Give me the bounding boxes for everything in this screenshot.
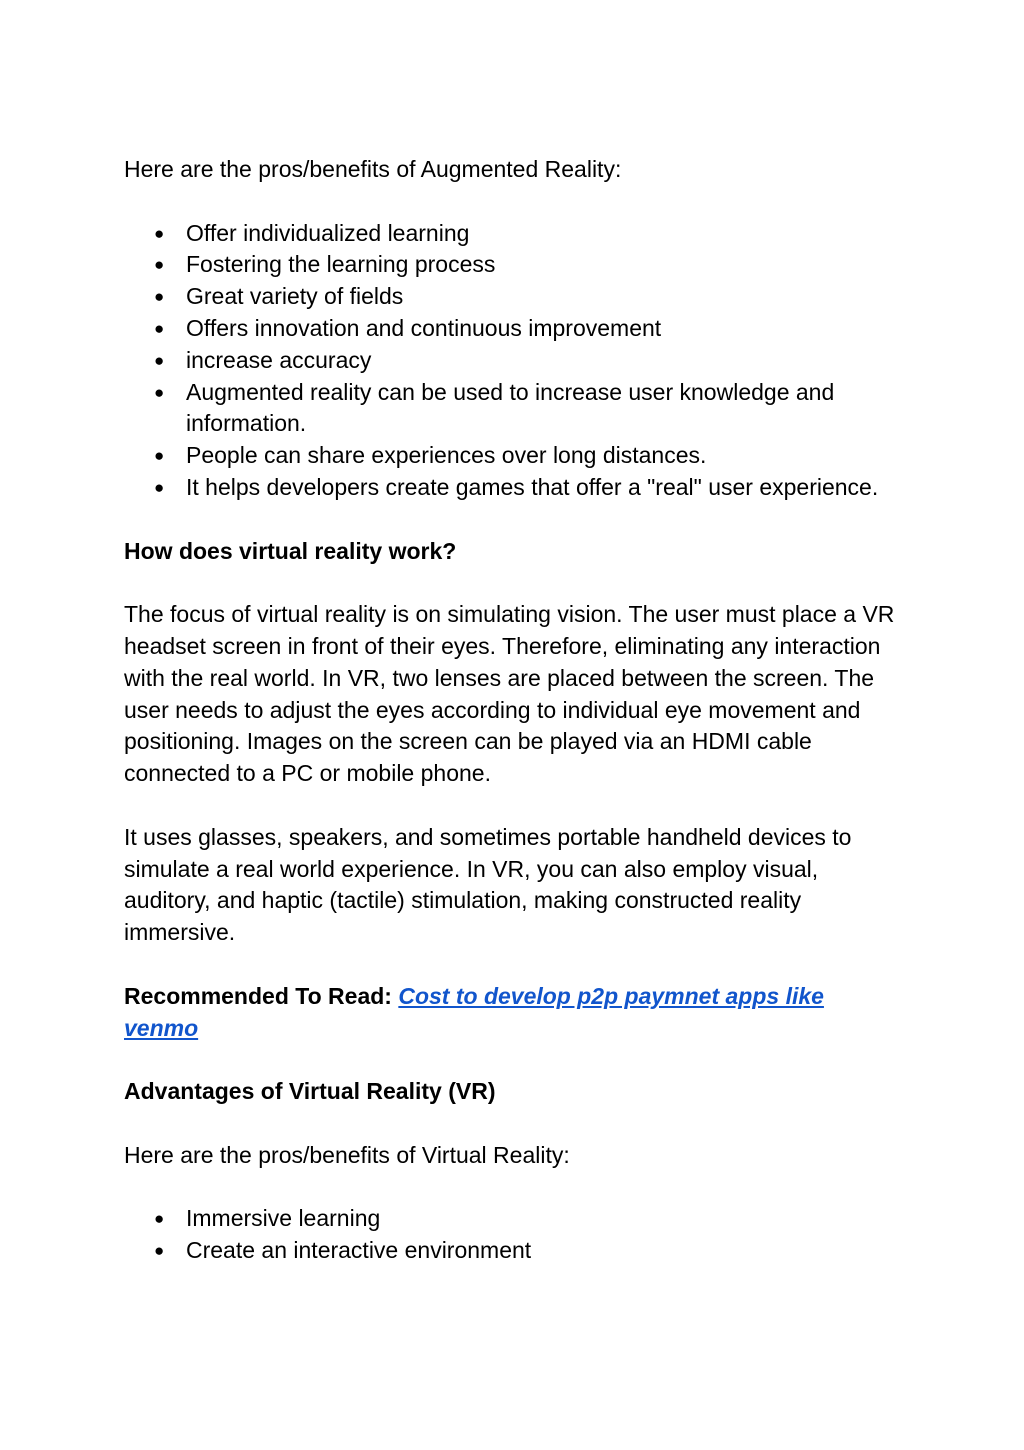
document-page xyxy=(124,154,904,1299)
vr-advantages-heading: Advantages of Virtual Reality (VR) xyxy=(124,1078,496,1105)
bullet-icon: ● xyxy=(154,1209,165,1229)
list-item-text: Fostering the learning process xyxy=(186,251,496,278)
list-item-text: People can share experiences over long distances. xyxy=(186,442,707,469)
bullet-icon: ● xyxy=(154,446,165,466)
ar-intro-text: Here are the pros/benefits of Augmented Reality: xyxy=(124,156,622,182)
list-item xyxy=(124,249,904,281)
recommended-label: Recommended To Read: xyxy=(124,982,399,1009)
ar-benefits-list xyxy=(124,218,904,504)
list-item-text: Augmented reality can be used to increase user knowledge and information. xyxy=(186,378,835,437)
vr-work-paragraph: The focus of virtual reality is on simulating vision. The user must place a VR headset screen in front of their eyes. Therefore, eliminating any interaction with the real world. In VR, two lenses are placed between the screen. The user needs to adjust the eyes according to individual eye movement and positioning. Images on the screen can be played via an HDMI cable connected to a PC or mobile phone. xyxy=(124,601,895,787)
list-item xyxy=(124,472,904,504)
recommended-link[interactable]: Cost to develop p2p paymnet apps like venmo xyxy=(124,982,824,1041)
bullet-icon: ● xyxy=(154,382,165,402)
recommended-to-read xyxy=(124,981,904,1045)
bullet-icon: ● xyxy=(154,1241,165,1261)
vr-work-heading: How does virtual reality work? xyxy=(124,537,457,564)
list-item-text: Create an interactive environment xyxy=(186,1237,532,1264)
list-item-text: Immersive learning xyxy=(186,1205,381,1232)
bullet-icon: ● xyxy=(154,255,165,275)
list-item xyxy=(124,345,904,377)
list-item xyxy=(124,1235,904,1267)
list-item xyxy=(124,313,904,345)
list-item xyxy=(124,377,904,441)
list-item-text: increase accuracy xyxy=(186,346,372,373)
list-item xyxy=(124,1203,904,1235)
list-item xyxy=(124,281,904,313)
list-item-text: Offer individualized learning xyxy=(186,219,470,246)
vr-work-paragraph: It uses glasses, speakers, and sometimes portable handheld devices to simulate a real world experience. In VR, you can also employ visual, auditory, and haptic (tactile) stimulation, making constructed reality immersive. xyxy=(124,823,852,946)
bullet-icon: ● xyxy=(154,223,165,243)
list-item-text: It helps developers create games that offer a "real" user experience. xyxy=(186,473,879,500)
vr-intro-text: Here are the pros/benefits of Virtual Reality: xyxy=(124,1141,570,1168)
list-item xyxy=(124,440,904,472)
bullet-icon: ● xyxy=(154,477,165,497)
bullet-icon: ● xyxy=(154,287,165,307)
list-item xyxy=(124,218,904,250)
list-item-text: Great variety of fields xyxy=(186,283,404,310)
bullet-icon: ● xyxy=(154,350,165,370)
list-item-text: Offers innovation and continuous improvement xyxy=(186,314,662,341)
bullet-icon: ● xyxy=(154,318,165,338)
vr-benefits-list xyxy=(124,1203,904,1267)
